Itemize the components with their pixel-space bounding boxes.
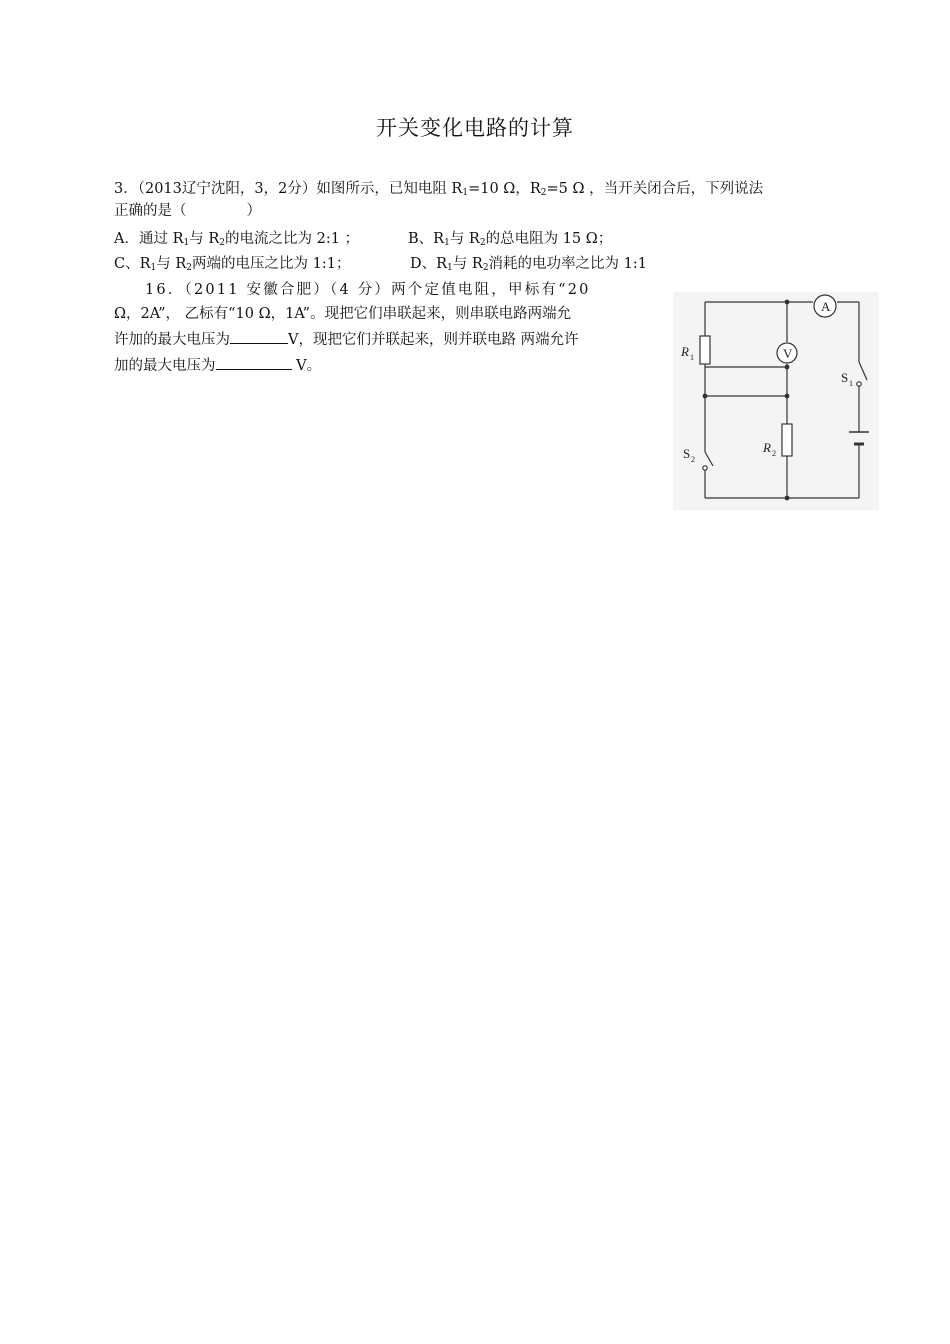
option-a: A．通过 $R_1$与 $R_2$的电流之比为 2:1 ； [114,231,360,248]
question-16-line-1: 16．（2011 安徽合肥）（4 分）两个定值电阻，甲标有“20 [145,282,591,298]
question-3-stem-line-2: 正确的是（ ） [114,203,261,219]
s1-label: S [841,370,849,385]
svg-text:2: 2 [772,449,776,458]
voltmeter-label: V [783,346,793,361]
question-3-stem-line-1: 3．（2013辽宁沈阳，3，2分）如图所示，已知电阻 $R_1=10$ Ω，$R_2=5$ Ω ，当开关闭合后，下列说法 [114,181,764,198]
fill-blank-series-voltage [230,329,288,344]
option-d: D、$R_1$与 $R_2$消耗的电功率之比为 1:1 [410,256,647,273]
page-title: 开关变化电路的计算 [376,116,574,140]
resistor-r2 [782,424,792,456]
fill-blank-parallel-voltage [216,355,292,370]
svg-text:1: 1 [849,379,853,388]
option-b: B、$R_1$与 $R_2$的总电阻为 15 Ω； [408,231,613,248]
question-16-line-3: 许加的最大电压为 V，现把它们并联起来，则并联电路 两端允许 [114,329,579,351]
svg-text:2: 2 [691,455,695,464]
s2-label: S [683,446,691,461]
resistor-r1 [700,336,710,364]
question-16-line-4: 加的最大电压为 V。 [114,355,321,377]
question-3-options-row-2 [114,253,647,279]
ammeter-label: A [821,299,831,314]
question-3-options-row-1 [114,228,613,254]
question-16-line-2: Ω，2A”， 乙标有“10 Ω，1A”。现把它们串联起来，则串联电路两端允 [114,306,572,322]
r2-label: R [763,440,771,455]
r1-label: R [681,344,689,359]
svg-text:1: 1 [690,353,694,362]
circuit-diagram [673,292,879,510]
option-c: C、$R_1$与 $R_2$两端的电压之比为 1:1； [114,256,351,273]
